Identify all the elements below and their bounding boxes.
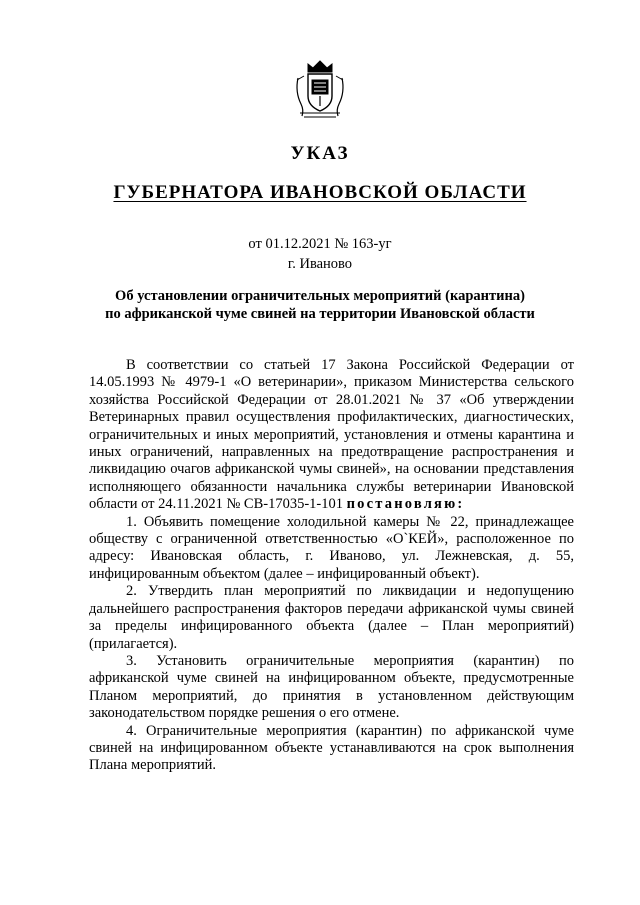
item-4: 4. Ограничительные мероприятия (карантин) по африканской чуме свиней на инфицированном объекте устанавливаются на срок выполнения Плана мероприятий. <box>89 722 574 774</box>
coat-of-arms-icon <box>294 58 346 120</box>
subject-line-2: по африканской чуме свиней на территории Ивановской области <box>105 306 535 322</box>
decree-body <box>89 357 574 775</box>
preamble-paragraph <box>89 357 574 514</box>
decree-subject <box>80 287 560 323</box>
item-2: 2. Утвердить план мероприятий по ликвидации и недопущению дальнейшего распространения факторов передачи африканской чумы свиней за пределы инфицированного объекта (далее – План мероприятий) (прилагается). <box>89 583 574 652</box>
document-type-title: УКАЗ <box>290 143 350 164</box>
item-1: 1. Объявить помещение холодильной камеры № 22, принадлежащее обществу с ограниченной ответственностью «О`КЕЙ», расположенное по адресу: Ивановская область, г. Иваново, ул. Лежневская, д. 55, инфицированным объектом (далее – инфицированный объект). <box>89 513 574 582</box>
subject-line-1: Об установлении ограничительных мероприятий (карантина) <box>115 288 525 304</box>
item-3: 3. Установить ограничительные мероприятия (карантин) по африканской чуме свиней на инфицированном объекте, предусмотренные Планом мероприятий, до принятия в установленном действующим законодательством порядке решения о его отмене. <box>89 652 574 722</box>
date-number: от 01.12.2021 № 163-уг <box>248 236 392 252</box>
issuer-title: ГУБЕРНАТОРА ИВАНОВСКОЙ ОБЛАСТИ <box>113 182 527 203</box>
city: г. Иваново <box>287 256 353 272</box>
preamble-text: В соответствии со статьей 17 Закона Российской Федерации от 14.05.1993 № 4979-1 «О ветеринарии», приказом Министерства сельского хозяйства Российской Федерации от 28.01.2021 № 37 «Об утверждении Ветеринарных правил осуществления профилактических, диагностических, ограничительных и иных мероприятий, установления и отмены карантина и иных ограничений, направленных на предотвращение распространения и ликвидацию очагов африканской чумы свиней», на основании представления исполняющего обязанности начальника службы ветеринарии Ивановской области от 24.11.2021 № СВ-17035-1-101 <box>89 357 574 513</box>
decree-word: постановляю: <box>346 496 465 513</box>
